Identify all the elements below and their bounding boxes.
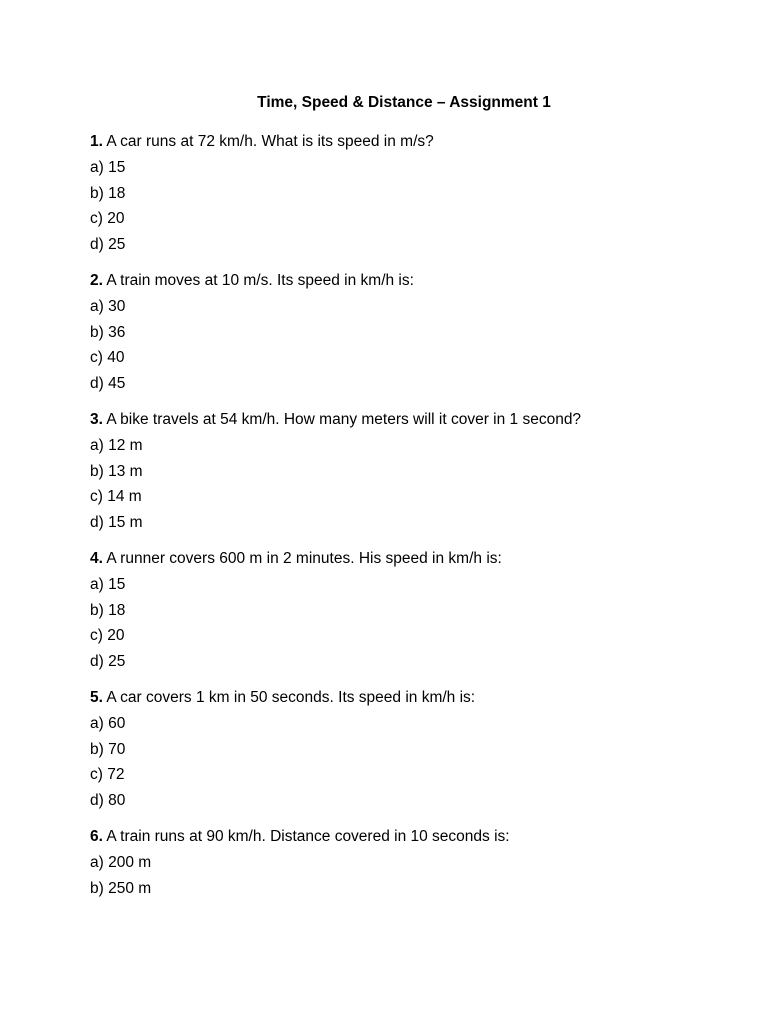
option-b: b) 13 m <box>90 462 143 480</box>
question-body: A car covers 1 km in 50 seconds. Its speed in km/h is: <box>106 688 476 706</box>
option-a: a) 30 <box>90 297 126 315</box>
question-number: 3. <box>90 410 103 428</box>
question-2 <box>90 268 730 397</box>
option-b: b) 36 <box>90 323 126 341</box>
option-a: a) 200 m <box>90 853 152 871</box>
option-c: c) 14 m <box>90 488 142 506</box>
option-d: d) 25 <box>90 236 126 254</box>
question-text <box>90 824 730 850</box>
question-number: 1. <box>90 133 103 150</box>
question-body: A train runs at 90 km/h. Distance covered in 10 seconds is: <box>106 827 510 845</box>
option-a: a) 60 <box>90 714 126 732</box>
option-c: c) 20 <box>90 627 125 645</box>
question-4 <box>90 546 730 675</box>
option-c: c) 72 <box>90 766 125 784</box>
question-number: 2. <box>90 271 103 289</box>
question-body: A runner covers 600 m in 2 minutes. His speed in km/h is: <box>106 549 502 567</box>
option-b: b) 70 <box>90 740 126 758</box>
question-text <box>90 546 730 572</box>
option-a: a) 15 <box>90 158 126 176</box>
question-number: 5. <box>90 688 103 706</box>
option-c: c) 20 <box>90 210 125 228</box>
question-3 <box>90 407 730 536</box>
option-a: a) 15 <box>90 575 126 593</box>
question-number: 6. <box>90 827 103 845</box>
option-d: d) 80 <box>90 792 126 810</box>
option-a: a) 12 m <box>90 436 143 454</box>
option-d: d) 15 m <box>90 514 143 532</box>
question-body: A bike travels at 54 km/h. How many meters will it cover in 1 second? <box>106 410 582 428</box>
question-1 <box>90 129 730 258</box>
option-b: b) 18 <box>90 601 126 619</box>
question-list <box>90 129 730 911</box>
option-c: c) 40 <box>90 349 125 367</box>
question-6 <box>90 824 730 901</box>
question-text <box>90 685 730 711</box>
question-5 <box>90 685 730 814</box>
question-text <box>90 268 730 294</box>
option-b: b) 250 m <box>90 879 152 897</box>
question-text <box>90 129 730 155</box>
document-title: Time, Speed & Distance – Assignment 1 <box>257 94 551 111</box>
option-b: b) 18 <box>90 184 126 202</box>
question-number: 4. <box>90 549 103 567</box>
question-body: A car runs at 72 km/h. What is its speed in m/s? <box>106 133 434 150</box>
question-body: A train moves at 10 m/s. Its speed in km/h is: <box>106 271 414 289</box>
option-d: d) 45 <box>90 375 126 393</box>
question-text <box>90 407 730 433</box>
option-d: d) 25 <box>90 653 126 671</box>
